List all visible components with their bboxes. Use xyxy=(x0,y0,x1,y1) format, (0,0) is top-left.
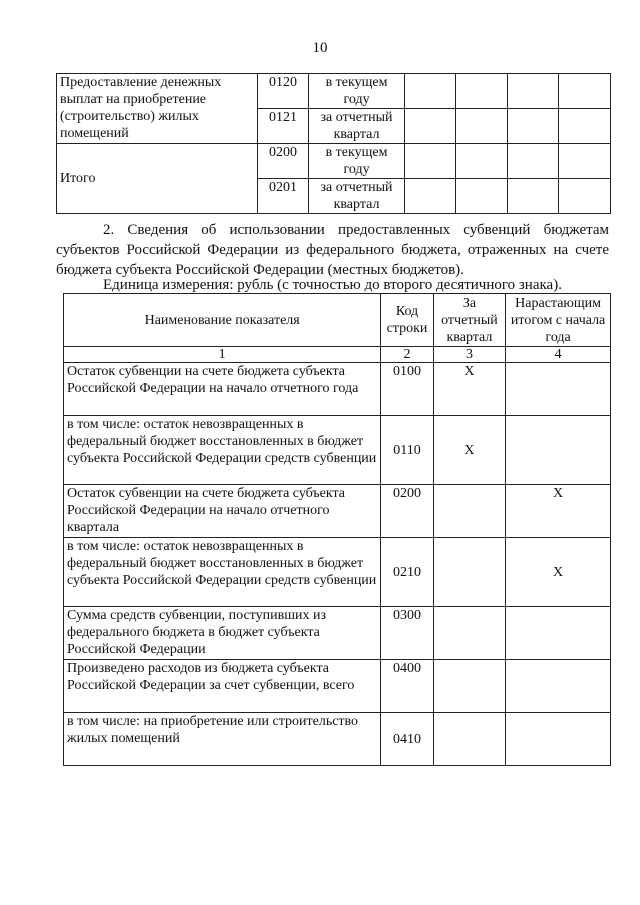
row-name-cell: в том числе: на приобретение или строительство жилых помещений xyxy=(64,713,381,766)
table-row xyxy=(64,485,611,538)
table-row xyxy=(57,74,611,109)
row-name-cell: Итого xyxy=(57,144,258,214)
row-name-cell: Предоставление денежных выплат на приобретение (строительство) жилых помещений xyxy=(57,74,258,144)
paragraph-line: субъектов Российской Федерации из федерального бюджета, отраженных на счете xyxy=(56,242,609,258)
page-number: 10 xyxy=(312,40,328,56)
value-cell xyxy=(559,144,611,179)
value-cell xyxy=(559,74,611,109)
section-2-paragraph xyxy=(56,220,609,280)
value-cell xyxy=(456,179,508,214)
ytd-cell xyxy=(506,607,611,660)
table-row xyxy=(64,713,611,766)
quarter-cell: X xyxy=(433,416,506,485)
code-cell: 0200 xyxy=(381,485,433,538)
code-cell: 0121 xyxy=(257,109,309,144)
row-name-cell: в том числе: остаток невозвращенных в федеральный бюджет восстановленных в бюджет субъекта Российской Федерации средств субвенции xyxy=(64,538,381,607)
column-number: 4 xyxy=(506,347,611,363)
period-cell: за отчетный квартал xyxy=(309,109,404,144)
header-ytd: Нарастающим итогом с начала года xyxy=(506,294,611,347)
row-name-cell: Сумма средств субвенции, поступивших из федерального бюджета в бюджет субъекта Российской Федерации xyxy=(64,607,381,660)
value-cell xyxy=(559,109,611,144)
quarter-cell xyxy=(433,485,506,538)
ytd-cell xyxy=(506,416,611,485)
paragraph-line: 2. Сведения об использовании предоставленных субвенций бюджетам xyxy=(103,222,609,238)
code-cell: 0410 xyxy=(381,713,433,766)
row-name-cell: в том числе: остаток невозвращенных в федеральный бюджет восстановленных в бюджет субъекта Российской Федерации средств субвенции xyxy=(64,416,381,485)
value-cell xyxy=(507,74,559,109)
code-cell: 0120 xyxy=(257,74,309,109)
code-cell: 0110 xyxy=(381,416,433,485)
value-cell xyxy=(456,74,508,109)
value-cell xyxy=(507,144,559,179)
code-cell: 0200 xyxy=(257,144,309,179)
value-cell xyxy=(404,109,456,144)
code-cell: 0100 xyxy=(381,363,433,416)
value-cell xyxy=(404,74,456,109)
code-cell: 0400 xyxy=(381,660,433,713)
row-name-cell: Произведено расходов из бюджета субъекта Российской Федерации за счет субвенции, всего xyxy=(64,660,381,713)
table-row xyxy=(64,538,611,607)
value-cell xyxy=(456,144,508,179)
table-row xyxy=(64,660,611,713)
table-row xyxy=(64,607,611,660)
table-payments xyxy=(56,73,611,214)
quarter-cell xyxy=(433,607,506,660)
ytd-cell: X xyxy=(506,538,611,607)
column-number: 3 xyxy=(433,347,506,363)
table-row xyxy=(64,363,611,416)
column-number: 1 xyxy=(64,347,381,363)
period-cell: за отчетный квартал xyxy=(309,179,404,214)
value-cell xyxy=(456,109,508,144)
table-row xyxy=(57,144,611,179)
header-row xyxy=(64,294,611,347)
numbering-row xyxy=(64,347,611,363)
unit-of-measure: Единица измерения: рубль (с точностью до второго десятичного знака). xyxy=(103,277,562,293)
ytd-cell: X xyxy=(506,485,611,538)
quarter-cell: X xyxy=(433,363,506,416)
value-cell xyxy=(404,179,456,214)
value-cell xyxy=(559,179,611,214)
table-row xyxy=(64,416,611,485)
header-code: Код строки xyxy=(381,294,433,347)
value-cell xyxy=(507,179,559,214)
quarter-cell xyxy=(433,713,506,766)
period-cell: в текущем году xyxy=(309,74,404,109)
ytd-cell xyxy=(506,363,611,416)
code-cell: 0300 xyxy=(381,607,433,660)
code-cell: 0201 xyxy=(257,179,309,214)
column-number: 2 xyxy=(381,347,433,363)
value-cell xyxy=(404,144,456,179)
period-cell: в текущем году xyxy=(309,144,404,179)
row-name-cell: Остаток субвенции на счете бюджета субъекта Российской Федерации на начало отчетного года xyxy=(64,363,381,416)
value-cell xyxy=(507,109,559,144)
code-cell: 0210 xyxy=(381,538,433,607)
row-name-cell: Остаток субвенции на счете бюджета субъекта Российской Федерации на начало отчетного квартала xyxy=(64,485,381,538)
ytd-cell xyxy=(506,660,611,713)
paragraph-line: бюджета субъекта Российской Федерации (местных бюджетов). xyxy=(56,262,464,278)
header-name: Наименование показателя xyxy=(64,294,381,347)
quarter-cell xyxy=(433,660,506,713)
header-quarter: За отчетный квартал xyxy=(433,294,506,347)
table-subventions xyxy=(63,293,611,766)
quarter-cell xyxy=(433,538,506,607)
ytd-cell xyxy=(506,713,611,766)
